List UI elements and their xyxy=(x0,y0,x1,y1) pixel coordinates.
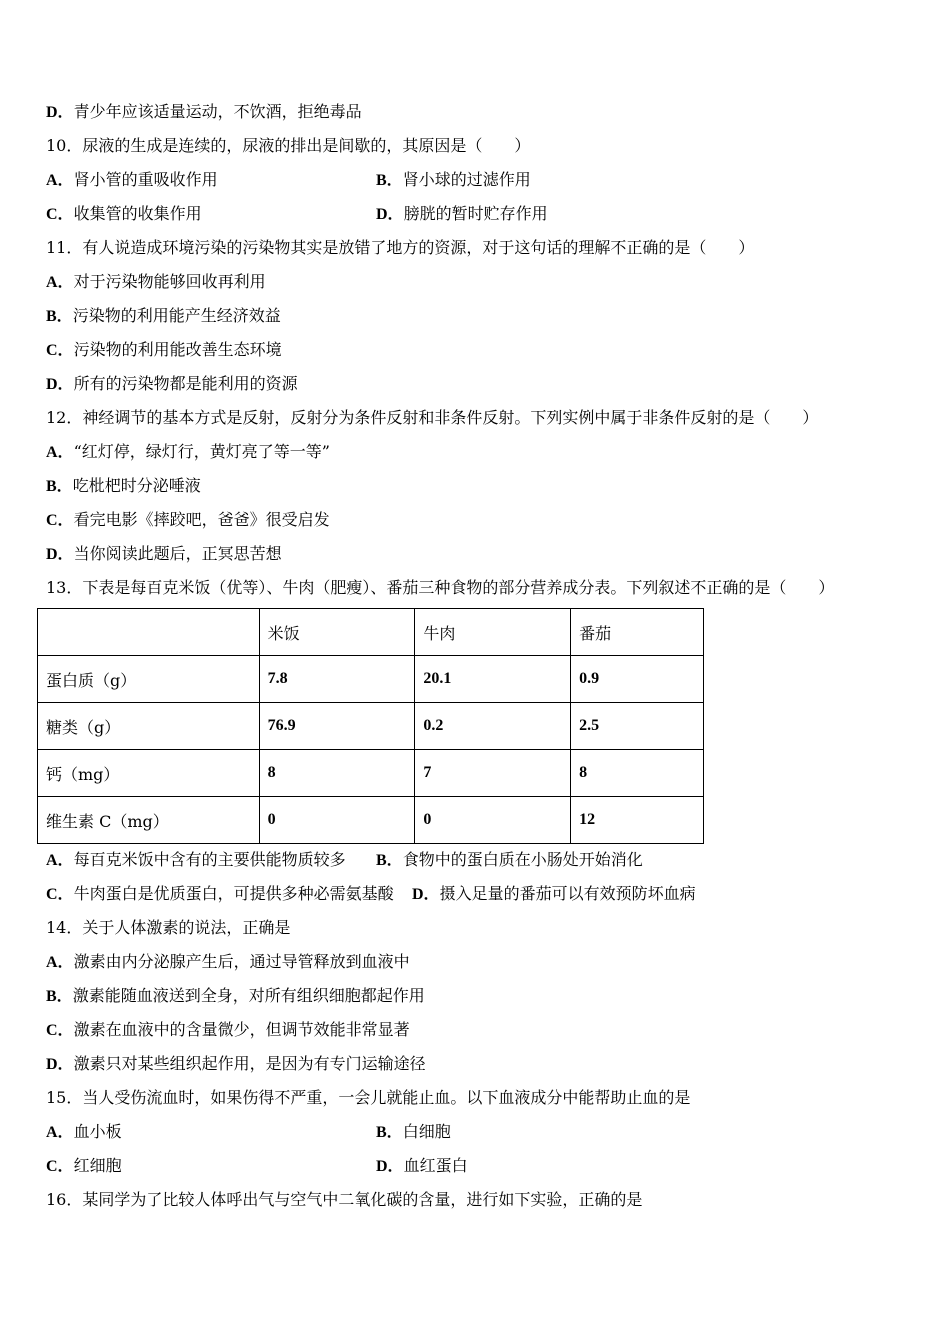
table-cell: 7 xyxy=(415,750,571,797)
q12-option-d: D．当你阅读此题后，正冥思苦想 xyxy=(46,544,282,563)
table-cell: 0.9 xyxy=(571,656,704,703)
q14-option-a: A．激素由内分泌腺产生后，通过导管释放到血液中 xyxy=(46,952,410,971)
q13-stem: 13．下表是每百克米饭（优等）、牛肉（肥瘦）、番茄三种食物的部分营养成分表。下列叙述不正确的是（ ） xyxy=(46,578,835,597)
q9-option-d: D．青少年应该适量运动，不饮酒，拒绝毒品 xyxy=(46,102,362,121)
table-cell: 12 xyxy=(571,797,704,844)
table-header-cell xyxy=(38,609,260,656)
q13-option-a: A．每百克米饭中含有的主要供能物质较多 xyxy=(46,850,346,869)
table-row-label: 钙（mg） xyxy=(38,750,260,797)
q10-option-b: B．肾小球的过滤作用 xyxy=(376,170,531,189)
table-cell: 8 xyxy=(259,750,415,797)
q15-stem: 15．当人受伤流血时，如果伤得不严重，一会儿就能止血。以下血液成分中能帮助止血的是 xyxy=(46,1088,691,1107)
q13-option-c: C．牛肉蛋白是优质蛋白，可提供多种必需氨基酸 xyxy=(46,884,394,903)
table-header-cell: 米饭 xyxy=(259,609,415,656)
table-row xyxy=(38,750,704,797)
table-cell: 8 xyxy=(571,750,704,797)
table-cell: 2.5 xyxy=(571,703,704,750)
table-row-label: 蛋白质（g） xyxy=(38,656,260,703)
q10-option-d: D．膀胱的暂时贮存作用 xyxy=(376,204,548,223)
q12-option-b: B．吃枇杷时分泌唾液 xyxy=(46,476,201,495)
q10-option-a: A．肾小管的重吸收作用 xyxy=(46,170,218,189)
q12-option-a: A．“红灯停，绿灯行，黄灯亮了等一等” xyxy=(46,442,330,461)
table-cell: 0.2 xyxy=(415,703,571,750)
table-cell: 20.1 xyxy=(415,656,571,703)
table-row xyxy=(38,656,704,703)
q14-option-d: D．激素只对某些组织起作用，是因为有专门运输途径 xyxy=(46,1054,426,1073)
q14-option-c: C．激素在血液中的含量微少，但调节效能非常显著 xyxy=(46,1020,410,1039)
table-header-cell: 牛肉 xyxy=(415,609,571,656)
table-header-cell: 番茄 xyxy=(571,609,704,656)
table-cell: 76.9 xyxy=(259,703,415,750)
q15-option-d: D．血红蛋白 xyxy=(376,1156,468,1175)
table-row-label: 糖类（g） xyxy=(38,703,260,750)
q11-option-c: C．污染物的利用能改善生态环境 xyxy=(46,340,282,359)
q16-stem: 16．某同学为了比较人体呼出气与空气中二氧化碳的含量，进行如下实验，正确的是 xyxy=(46,1190,643,1209)
table-cell: 0 xyxy=(259,797,415,844)
q11-option-a: A．对于污染物能够回收再利用 xyxy=(46,272,266,291)
table-row xyxy=(38,703,704,750)
q11-stem: 11．有人说造成环境污染的污染物其实是放错了地方的资源，对于这句话的理解不正确的是（ ） xyxy=(46,238,755,257)
table-row-label: 维生素 C（mg） xyxy=(38,797,260,844)
q10-stem: 10．尿液的生成是连续的，尿液的排出是间歇的，其原因是（ ） xyxy=(46,136,531,155)
q10-option-c: C．收集管的收集作用 xyxy=(46,204,202,223)
q14-option-b: B．激素能随血液送到全身，对所有组织细胞都起作用 xyxy=(46,986,425,1005)
q14-stem: 14．关于人体激素的说法，正确是 xyxy=(46,918,291,937)
table-cell: 7.8 xyxy=(259,656,415,703)
q15-option-a: A．血小板 xyxy=(46,1122,122,1141)
table-header-row xyxy=(38,609,704,656)
q15-option-b: B．白细胞 xyxy=(376,1122,451,1141)
table-cell: 0 xyxy=(415,797,571,844)
nutrition-table xyxy=(37,608,704,844)
q15-option-c: C．红细胞 xyxy=(46,1156,122,1175)
q13-option-b: B．食物中的蛋白质在小肠处开始消化 xyxy=(376,850,643,869)
q11-option-b: B．污染物的利用能产生经济效益 xyxy=(46,306,281,325)
q12-option-c: C．看完电影《摔跤吧，爸爸》很受启发 xyxy=(46,510,330,529)
q12-stem: 12．神经调节的基本方式是反射，反射分为条件反射和非条件反射。下列实例中属于非条件反射的是（ ） xyxy=(46,408,819,427)
q11-option-d: D．所有的污染物都是能利用的资源 xyxy=(46,374,298,393)
q13-option-d: D．摄入足量的番茄可以有效预防坏血病 xyxy=(412,884,696,903)
table-row xyxy=(38,797,704,844)
